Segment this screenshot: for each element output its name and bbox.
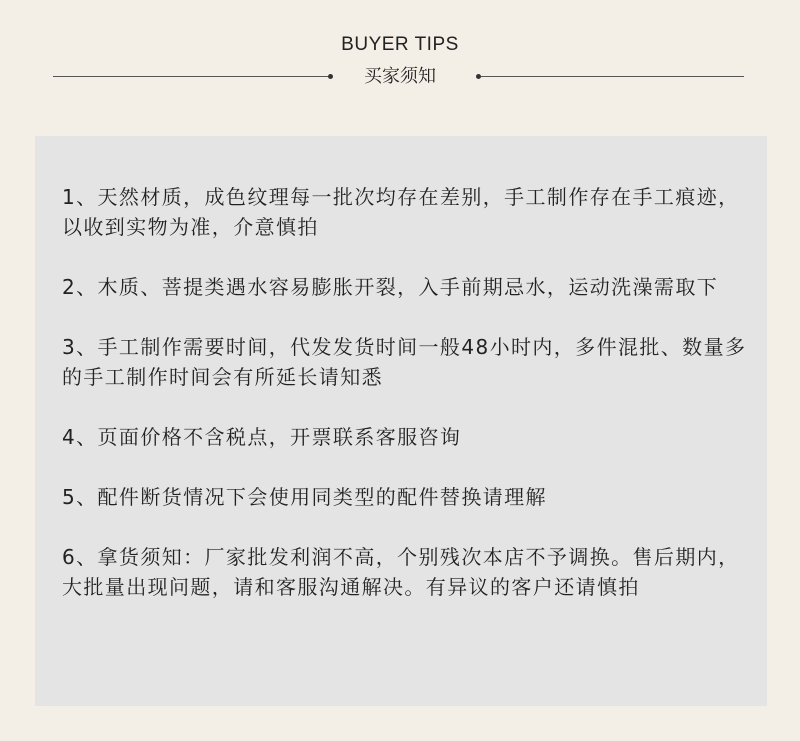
tip-item-6: 6、拿货须知：厂家批发利润不高，个别残次本店不予调换。售后期内，大批量出现问题，请和客服沟通解决。有异议的客户还请慎拍 [62,545,740,599]
divider-line-right [481,76,744,77]
tip-item-4: 4、页面价格不含税点，开票联系客服咨询 [62,425,462,449]
tip-item-5: 5、配件断货情况下会使用同类型的配件替换请理解 [62,485,547,509]
title-cn: 买家须知 [364,66,436,87]
header [0,0,800,130]
subtitle-row [0,64,800,90]
tip-item-1: 1、天然材质，成色纹理每一批次均存在差别，手工制作存在手工痕迹，以收到实物为准，介意慎拍 [62,185,740,239]
tips-panel [35,136,767,706]
tip-item-2: 2、木质、菩提类遇水容易膨胀开裂，入手前期忌水，运动洗澡需取下 [62,275,719,299]
tip-item-3: 3、手工制作需要时间，代发发货时间一般48小时内，多件混批、数量多的手工制作时间会有所延长请知悉 [62,335,747,389]
tips-list [62,182,747,632]
title-en: BUYER TIPS [341,34,459,55]
